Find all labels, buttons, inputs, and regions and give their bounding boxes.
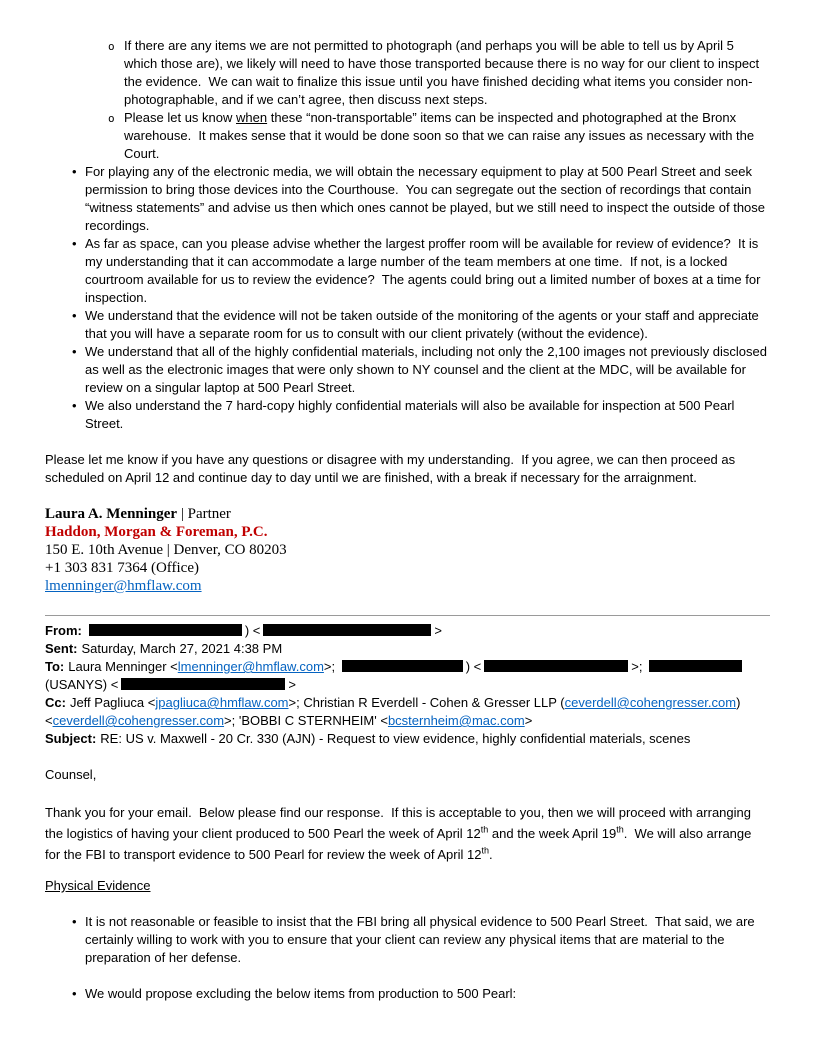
sub-bullet-marker: o — [108, 112, 115, 125]
to-label: To: — [45, 659, 65, 674]
bullet-text: We understand that the evidence will not be taken outside of the monitoring of the agents or your staff and appreciate that you will have a separate room for us to consult with our client privately (without the evidence). — [85, 308, 763, 341]
cc-email-link[interactable]: ceverdell@cohengresser.com — [52, 713, 225, 728]
paragraph-text: Thank you for your email. Below please find our response. If this is acceptable to you, then we will proceed with arranging the logistics of having your client produced to 500 Pearl the week of April 12 — [45, 805, 755, 841]
redaction-bar — [89, 624, 242, 636]
bullet-item — [45, 235, 770, 307]
sent-label: Sent: — [45, 641, 78, 656]
cc-text: >; 'BOBBI C STERNHEIM' < — [224, 713, 388, 728]
cc-text: >; Christian R Everdell - Cohen & Gresser LLP ( — [288, 695, 565, 710]
redaction-bar — [342, 660, 463, 672]
header-to — [45, 658, 770, 694]
bullet-text: We also understand the 7 hard-copy highly confidential materials will also be available for inspection at 500 Pearl Street. — [85, 398, 739, 431]
underlined-word: when — [236, 110, 268, 125]
cc-recipient-name: Jeff Pagliuca < — [69, 695, 156, 710]
reply-paragraph — [45, 802, 770, 865]
reply-separator — [45, 615, 770, 616]
bullet-text: We would propose excluding the below items from production to 500 Pearl: — [85, 986, 517, 1001]
sub-bullet-item — [45, 37, 770, 109]
header-cc — [45, 694, 770, 730]
cc-close: > — [524, 713, 533, 728]
bullet-marker: • — [72, 914, 77, 929]
cc-label: Cc: — [45, 695, 66, 710]
cc-text: ) < — [45, 695, 745, 728]
to-separator: >; — [323, 659, 339, 674]
bullet-item — [45, 163, 770, 235]
redaction-bar — [649, 660, 742, 672]
quoted-bullet-list — [45, 37, 770, 433]
redaction-bar — [484, 660, 628, 672]
paragraph-text: . — [488, 847, 493, 862]
redaction-bar — [263, 624, 431, 636]
closing-paragraph: Please let me know if you have any questions or disagree with my understanding. If you agree, we can then proceed as scheduled on April 12 and continue day to day until we are finished, with a break if necessary for the arraignment. — [45, 452, 739, 485]
header-sent — [45, 640, 770, 658]
sender-email-link[interactable]: lmenninger@hmflaw.com — [45, 578, 202, 594]
bullet-marker: • — [72, 986, 77, 1001]
from-label: From: — [45, 623, 82, 638]
ordinal-superscript: th — [481, 845, 489, 856]
to-email-link[interactable]: lmenninger@hmflaw.com — [177, 659, 324, 674]
reply-header-block — [45, 622, 770, 748]
paragraph-text: . We will also arrange for the FBI to transport evidence to 500 Pearl for review the week of April 12 — [45, 826, 755, 862]
sub-bullet-text: If there are any items we are not permitted to photograph (and perhaps you will be able to tell us by April 5 which those are), we likely will need to have those transported because there is no way for our client to inspect the evidence. We can wait to finalize this issue until you have finished deciding what items you consider non-photographable, and if we can’t agree, then discuss next steps. — [124, 38, 763, 107]
subject-value: RE: US v. Maxwell - 20 Cr. 330 (AJN) - Request to view evidence, highly confidential materials, scenes — [100, 731, 691, 746]
to-close: > — [288, 677, 296, 692]
sub-bullet-marker: o — [108, 40, 115, 53]
bullet-item — [45, 343, 770, 397]
to-separator: ) < — [465, 659, 482, 674]
bullet-marker: • — [72, 398, 77, 413]
to-recipient-name: Laura Menninger < — [68, 659, 178, 674]
office-phone: +1 303 831 7364 (Office) — [45, 560, 199, 576]
firm-address: 150 E. 10th Avenue | Denver, CO 80203 — [45, 542, 287, 558]
bullet-item — [45, 397, 770, 433]
subject-label: Subject: — [45, 731, 97, 746]
bullet-marker: • — [72, 344, 77, 359]
signature-block — [45, 505, 770, 595]
salutation: Counsel, — [45, 767, 97, 782]
sub-bullet-text-pre: Please let us know — [124, 110, 237, 125]
reply-bullet-item — [45, 913, 770, 967]
bullet-text: For playing any of the electronic media, we will obtain the necessary equipment to play at 500 Pearl Street and seek permission to bring those devices into the Courthouse. You can segregate out the section of recordings that contain “witness statements” and advise us then which ones cannot be played, but we still need to inspect the outside of those recordings. — [85, 164, 769, 233]
from-separator: ) < — [244, 623, 261, 638]
sender-name-line — [45, 505, 770, 523]
bullet-text: As far as space, can you please advise whether the largest proffer room will be available for review of evidence? It is my understanding that it can accommodate a large number of the team members at one time. If not, is a locked courtroom available for us to review the evidence? The agents could bring out a limited number of boxes at a time for inspection. — [85, 236, 765, 305]
bullet-text: It is not reasonable or feasible to insist that the FBI bring all physical evidence to 500 Pearl Street. That said, we are certainly willing to work with you to ensure that your client can review any physical items that are material to the preparation of her defense. — [85, 914, 759, 965]
sender-name: Laura A. Menninger — [45, 506, 178, 522]
bullet-item — [45, 307, 770, 343]
section-heading-physical-evidence: Physical Evidence — [45, 878, 151, 893]
paragraph-text: and the week April 19 — [488, 826, 617, 841]
bullet-marker: • — [72, 164, 77, 179]
to-separator: >; — [631, 659, 647, 674]
reply-bullet-item — [45, 985, 770, 1003]
sub-bullet-text-post: these “non-transportable” items can be inspected and photographed at the Bronx warehouse. It makes sense that it would be done soon so that we can raise any issues as necessary with the Court. — [124, 110, 758, 161]
from-close: > — [434, 623, 442, 638]
header-subject — [45, 730, 770, 748]
redaction-bar — [121, 678, 285, 690]
sub-bullet-item — [45, 109, 770, 163]
firm-name: Haddon, Morgan & Foreman, P.C. — [45, 524, 268, 540]
bullet-text: We understand that all of the highly confidential materials, including not only the 2,100 images not previously disclosed as well as the electronic images that were only shown to NY counsel and the client at the MDC, will be available for review on a singular laptop at 500 Pearl Street. — [85, 344, 771, 395]
sender-title: | Partner — [177, 506, 231, 522]
to-usanys-text: (USANYS) < — [45, 677, 119, 692]
sent-value: Saturday, March 27, 2021 4:38 PM — [81, 641, 283, 656]
cc-email-link[interactable]: bcsternheim@mac.com — [387, 713, 525, 728]
bullet-marker: • — [72, 236, 77, 251]
bullet-marker: • — [72, 308, 77, 323]
ordinal-superscript: th — [616, 824, 624, 835]
sender-email-line — [45, 577, 770, 595]
header-from — [45, 622, 770, 640]
ordinal-superscript: th — [480, 824, 489, 835]
cc-email-link[interactable]: jpagliuca@hmflaw.com — [155, 695, 289, 710]
cc-email-link[interactable]: ceverdell@cohengresser.com — [564, 695, 737, 710]
